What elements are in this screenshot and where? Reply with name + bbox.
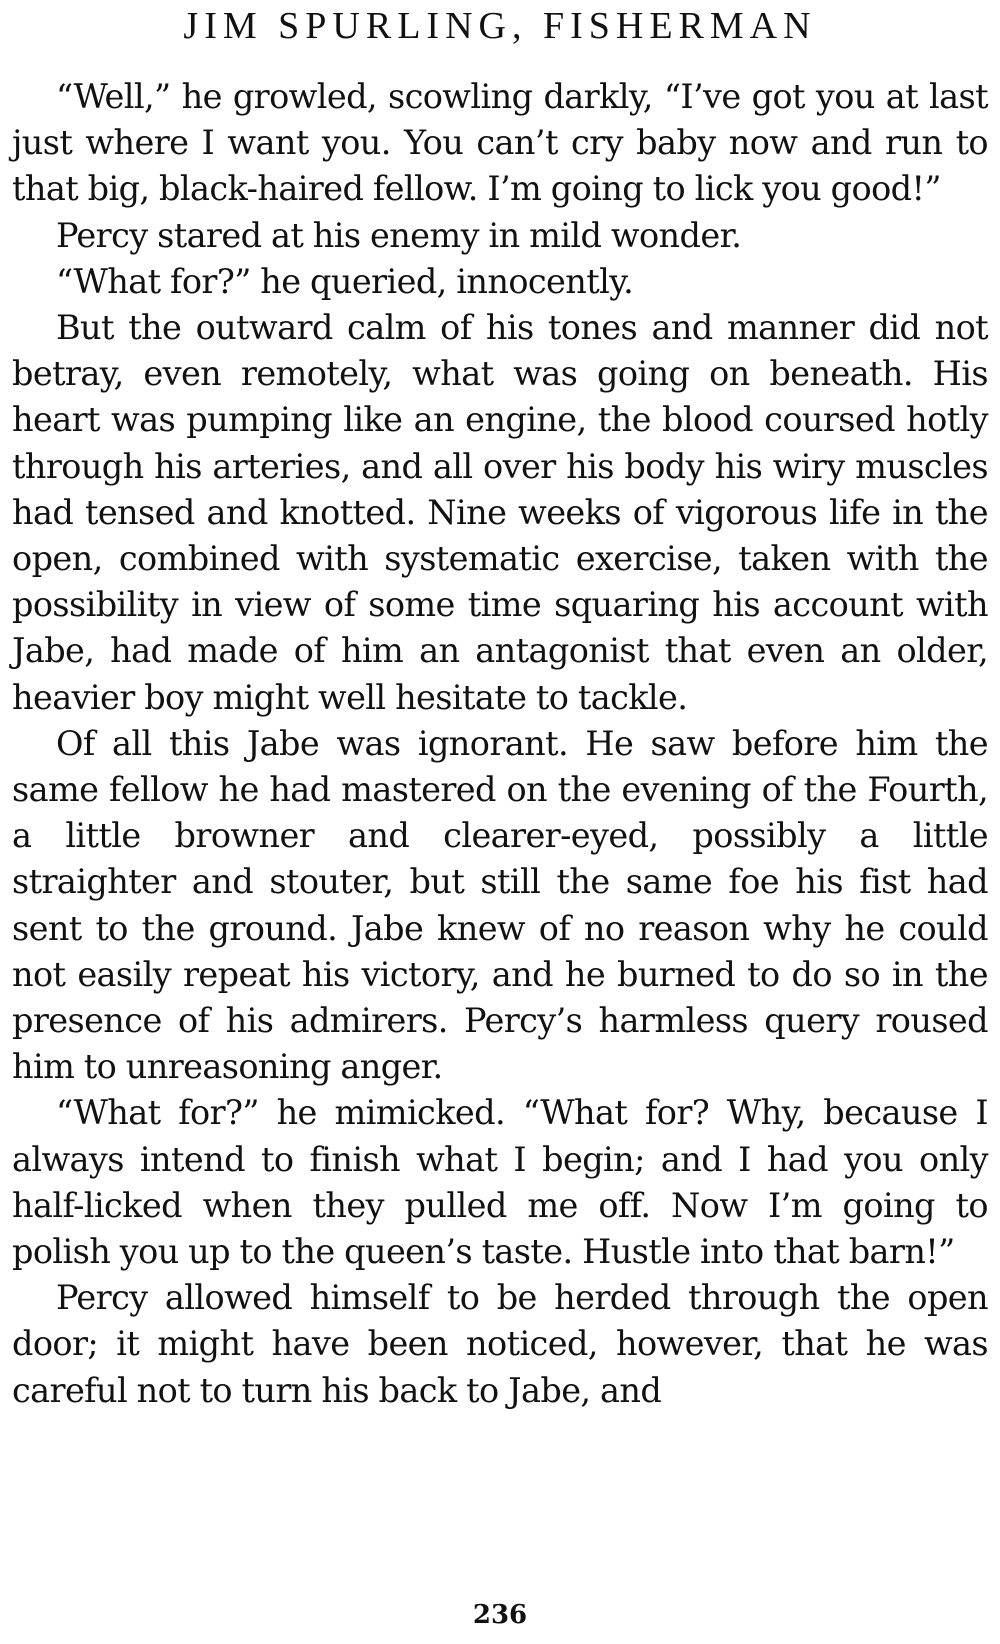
paragraph: But the outward calm of his tones and manner did not betray, even remotely, what was going on beneath. His heart was pumping like an engine, the blood coursed hotly through his arteries, and all over his body his wiry muscles had tensed and knotted. Nine weeks of vigorous life in the open, combined with systematic exercise, taken with the possibility in view of some time squaring his account with Jabe, had made of him an antagonist that even an older, heavier boy might well hesitate to tackle.: [12, 308, 988, 717]
paragraph: Of all this Jabe was ignorant. He saw before him the same fellow he had mastered on the evening of the Fourth, a little browner and clearer-eyed, possibly a little straighter and stouter, but still the same foe his fist had sent to the ground. Jabe knew of no reason why he could not easily repeat his victory, and he burned to do so in the presence of his admirers. Percy’s harmless query roused him to unreasoning anger.: [12, 723, 988, 1087]
paragraph: Percy stared at his enemy in mild wonder.: [56, 215, 742, 255]
page-number: 236: [472, 1600, 528, 1630]
paragraph: Percy allowed himself to be herded through the open door; it might have been noticed, however, that he was careful not to turn his back to Jabe, and: [12, 1278, 988, 1410]
body-text: [12, 74, 988, 1414]
book-page: [12, 0, 988, 1644]
paragraph: “Well,” he growled, scowling darkly, “I’ve got you at last just where I want you. You can’t cry baby now and run to that big, black-haired fellow. I’m going to lick you good!”: [12, 77, 988, 209]
running-head-title: JIM SPURLING, FISHERMAN: [183, 5, 817, 47]
paragraph: “What for?” he queried, innocently.: [56, 261, 634, 301]
paragraph: “What for?” he mimicked. “What for? Why, because I always intend to finish what I begin; and I had you only half-licked when they pulled me off. Now I’m going to polish you up to the queen’s taste. Hustle into that barn!”: [12, 1093, 988, 1272]
